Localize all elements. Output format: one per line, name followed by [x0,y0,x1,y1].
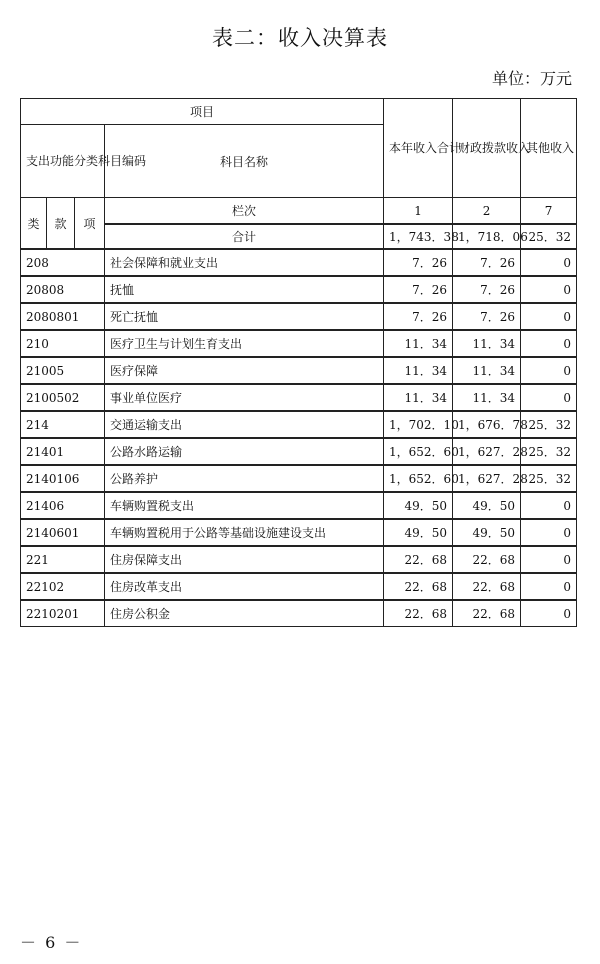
subject-name: 交通运输支出 [105,411,384,438]
table-row [21,276,577,303]
fiscal-income-cell: 7．26 [453,249,521,276]
subject-name: 公路水路运输 [105,438,384,465]
fiscal-income-cell: 22．68 [453,573,521,600]
other-income-cell: 25．32 [521,465,577,492]
subject-code: 2140601 [21,519,105,546]
table-row [21,573,577,600]
subject-code: 221 [21,546,105,573]
page-number: － 6 － [20,933,83,952]
subject-code: 2210201 [21,600,105,627]
other-income-cell: 0 [521,357,577,384]
total-income-cell: 1，652．60 [384,465,453,492]
total-income-cell: 11．34 [384,330,453,357]
subject-code: 208 [21,249,105,276]
other-income-cell: 0 [521,546,577,573]
subject-code: 21401 [21,438,105,465]
unit-label: 单位：万元 [491,69,572,88]
total-fiscal-value: 1，718．06 [453,224,521,249]
fiscal-income-cell: 49．50 [453,519,521,546]
subject-name: 死亡抚恤 [105,303,384,330]
total-income-cell: 49．50 [384,519,453,546]
subject-code: 214 [21,411,105,438]
fiscal-income-cell: 11．34 [453,330,521,357]
total-income-cell: 11．34 [384,357,453,384]
table-row [21,492,577,519]
other-income-cell: 0 [521,249,577,276]
table-row [21,303,577,330]
total-income-cell: 1，652．60 [384,438,453,465]
total-income-cell: 7．26 [384,276,453,303]
total-income-cell: 22．68 [384,573,453,600]
header-lanci: 栏次 [105,198,384,225]
subject-name: 车辆购置税用于公路等基础设施建设支出 [105,519,384,546]
col-number-fiscal: 2 [453,198,521,225]
subject-name: 医疗卫生与计划生育支出 [105,330,384,357]
subject-name: 住房改革支出 [105,573,384,600]
total-income-cell: 7．26 [384,249,453,276]
subject-code: 21406 [21,492,105,519]
fiscal-income-cell: 22．68 [453,600,521,627]
fiscal-income-cell: 7．26 [453,303,521,330]
total-income-cell: 49．50 [384,492,453,519]
header-xiang: 项 [75,198,105,250]
total-income-cell: 22．68 [384,600,453,627]
total-income-cell: 7．26 [384,303,453,330]
other-income-cell: 0 [521,600,577,627]
table-row [21,330,577,357]
other-income-cell: 25．32 [521,438,577,465]
subject-code: 210 [21,330,105,357]
total-income-cell: 11．34 [384,384,453,411]
subject-name: 住房公积金 [105,600,384,627]
subject-code: 2080801 [21,303,105,330]
table-row [21,519,577,546]
header-project: 项目 [21,99,384,125]
other-income-cell: 25．32 [521,411,577,438]
total-income-cell: 22．68 [384,546,453,573]
table-row [21,357,577,384]
fiscal-income-cell: 22．68 [453,546,521,573]
subject-name: 抚恤 [105,276,384,303]
fiscal-income-cell: 7．26 [453,276,521,303]
other-income-cell: 0 [521,519,577,546]
other-income-cell: 0 [521,573,577,600]
subject-code: 2140106 [21,465,105,492]
total-income-value: 1，743．38 [384,224,453,249]
col-number-total: 1 [384,198,453,225]
page-title: 表二：收入决算表 [212,26,388,50]
table-row [21,438,577,465]
table-row [21,384,577,411]
other-income-cell: 0 [521,330,577,357]
fiscal-income-cell: 1，627．28 [453,438,521,465]
total-other-value: 25．32 [521,224,577,249]
subject-name: 事业单位医疗 [105,384,384,411]
subject-code: 20808 [21,276,105,303]
table-row [21,546,577,573]
income-table [20,98,577,627]
fiscal-income-cell: 1，627．28 [453,465,521,492]
subject-name: 医疗保障 [105,357,384,384]
fiscal-income-cell: 49．50 [453,492,521,519]
header-fiscal-income: 财政拨款收入 [453,99,521,198]
subject-name: 车辆购置税支出 [105,492,384,519]
subject-code: 21005 [21,357,105,384]
header-lei: 类 [21,198,47,250]
header-function-code: 支出功能分类科目编码 [21,125,105,198]
table-row [21,465,577,492]
subject-code: 22102 [21,573,105,600]
subject-name: 社会保障和就业支出 [105,249,384,276]
other-income-cell: 0 [521,276,577,303]
fiscal-income-cell: 1，676．78 [453,411,521,438]
fiscal-income-cell: 11．34 [453,357,521,384]
other-income-cell: 0 [521,303,577,330]
subject-name: 住房保障支出 [105,546,384,573]
fiscal-income-cell: 11．34 [453,384,521,411]
header-subject-name: 科目名称 [105,125,384,198]
table-row [21,249,577,276]
subject-code: 2100502 [21,384,105,411]
col-number-other: 7 [521,198,577,225]
subject-name: 公路养护 [105,465,384,492]
total-label: 合计 [105,224,384,249]
other-income-cell: 0 [521,384,577,411]
table-row [21,600,577,627]
header-total-income: 本年收入合计 [384,99,453,198]
header-other-income: 其他收入 [521,99,577,198]
header-kuan: 款 [47,198,75,250]
total-income-cell: 1，702．10 [384,411,453,438]
other-income-cell: 0 [521,492,577,519]
table-row [21,411,577,438]
